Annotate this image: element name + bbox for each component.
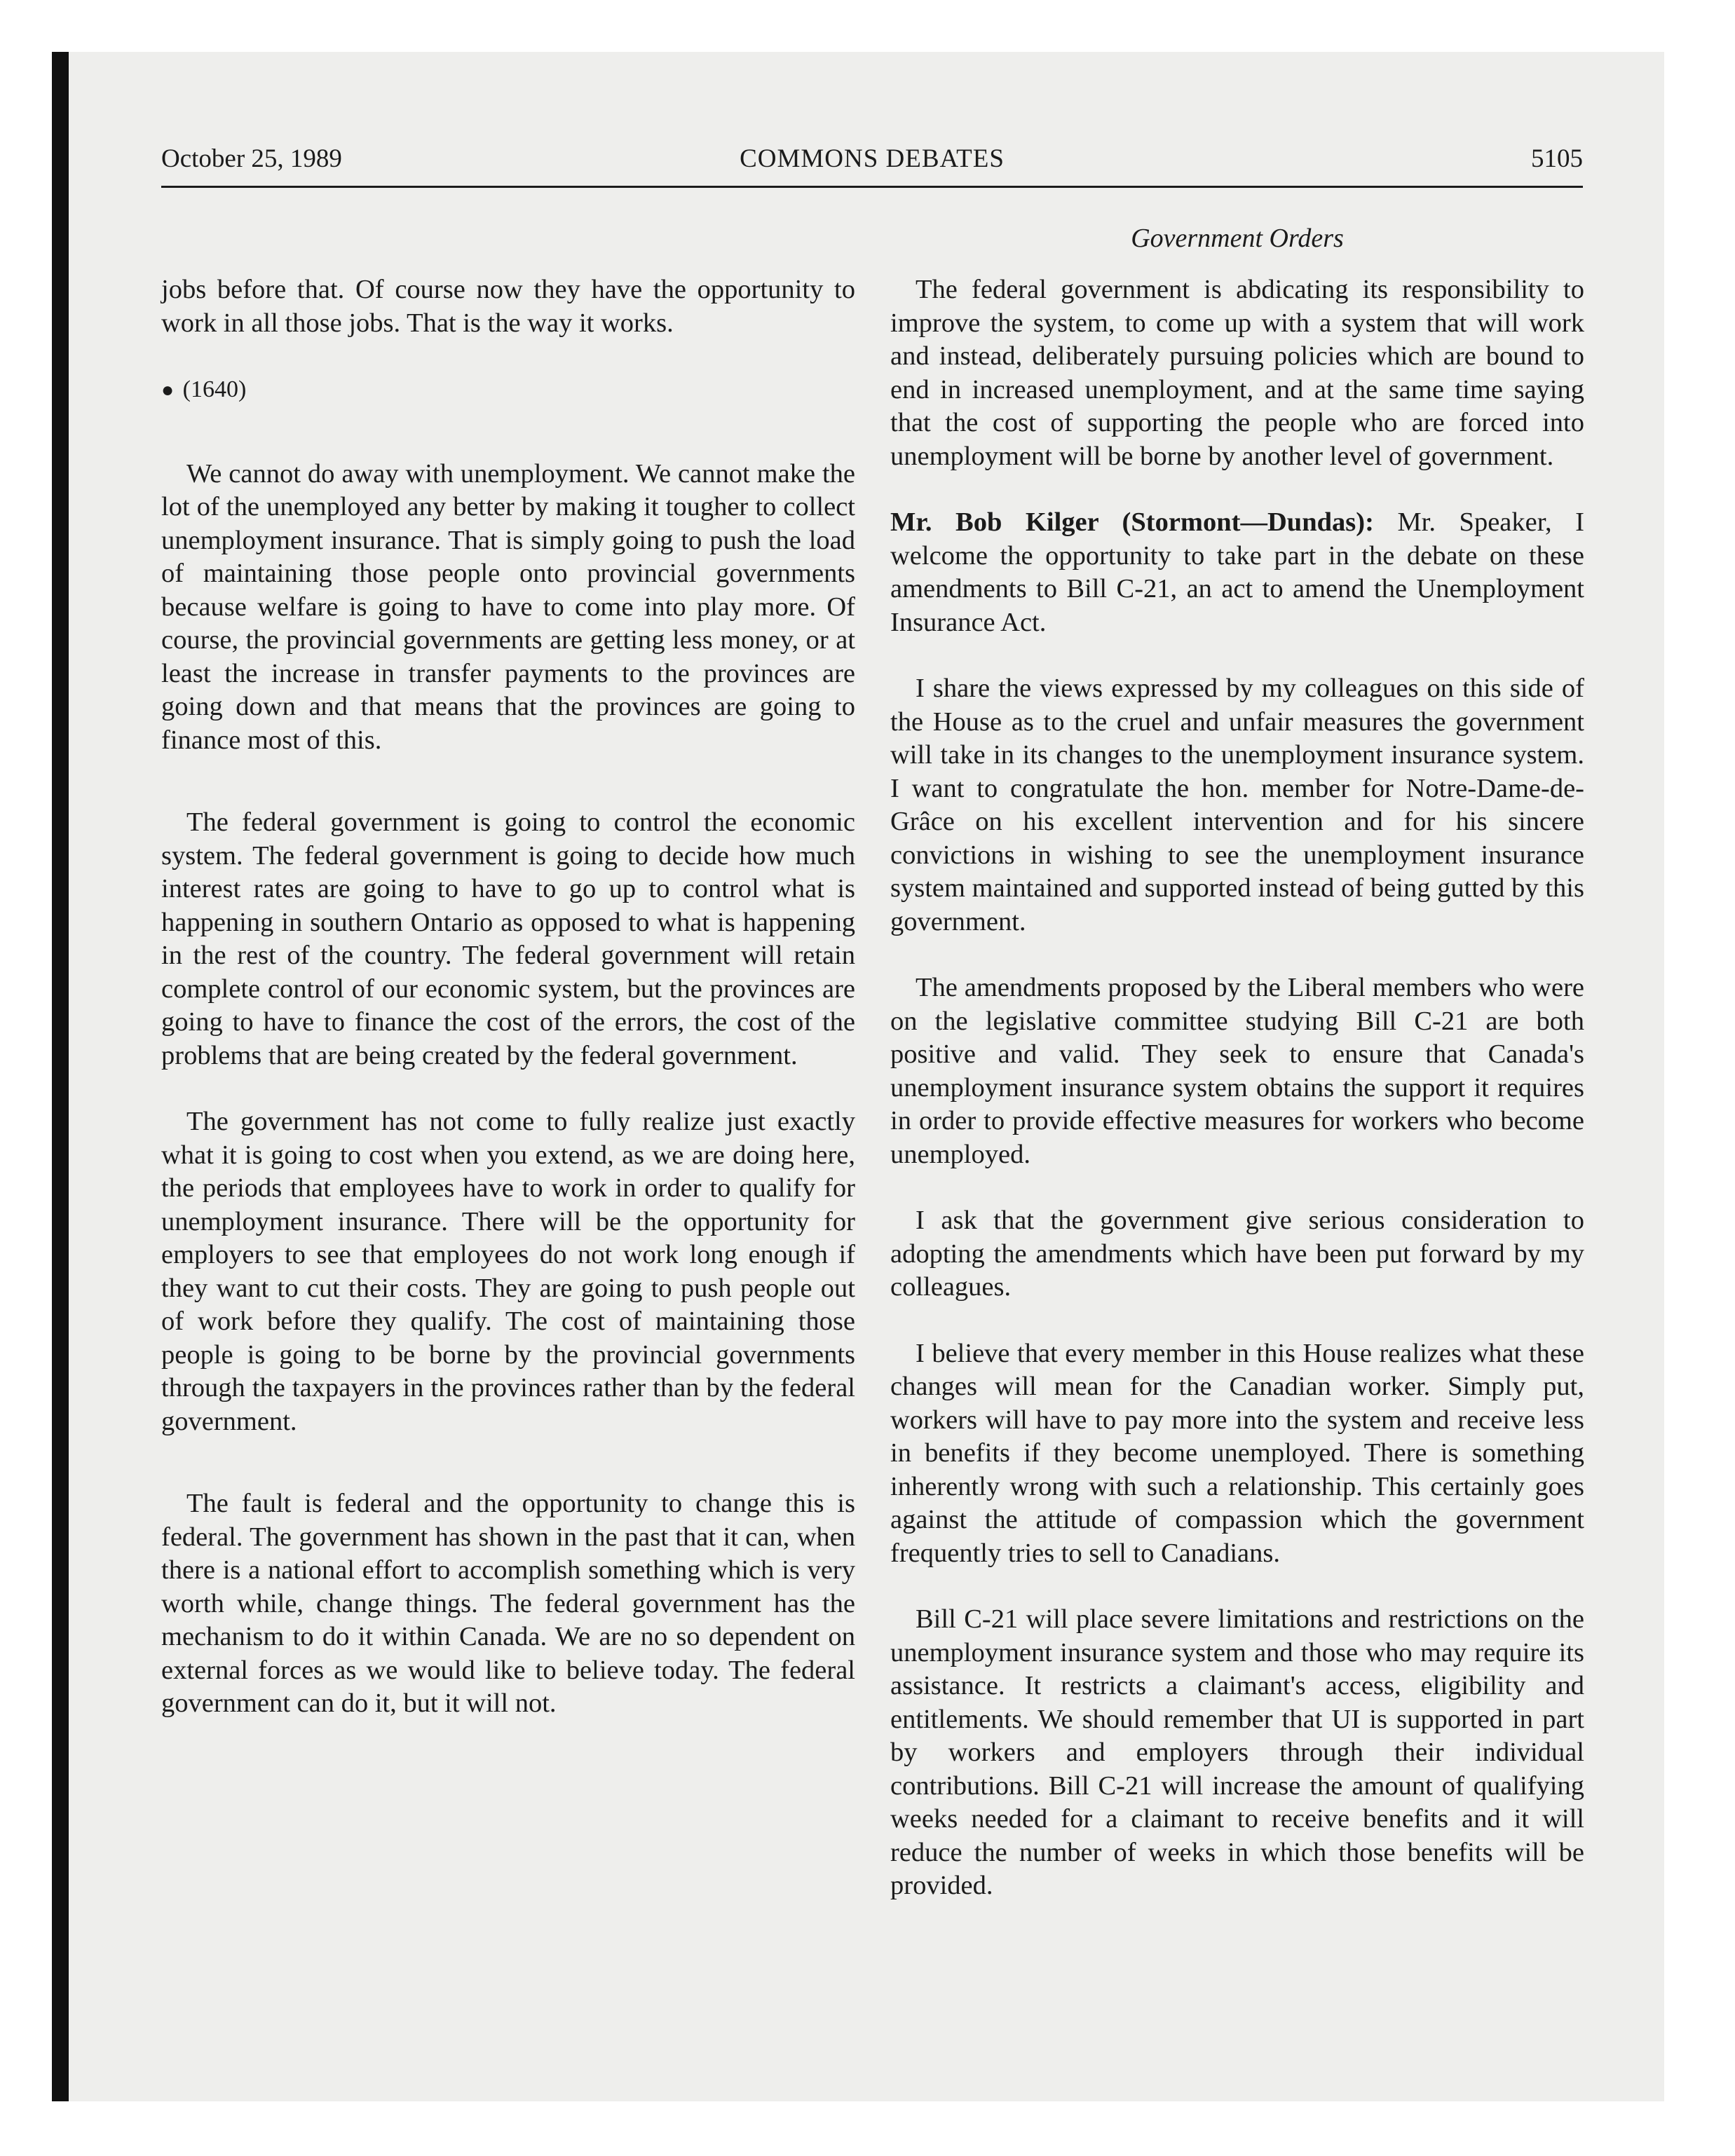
speaker-text: Mr. Speaker, I welcome the opportunity to take part in the debate on these amendments to Bill C-21, an act to amend the Unemployment Insurance Act. <box>890 507 1584 637</box>
bullet-icon: ● <box>161 378 175 402</box>
right-column <box>890 273 1584 1936</box>
header-title: COMMONS DEBATES <box>740 144 1005 173</box>
paragraph: I ask that the government give serious consideration to adopting the amendments which have been put forward by my colleagues. <box>890 1206 1584 1302</box>
paragraph: I share the views expressed by my colleagues on this side of the House as to the cruel and unfair measures the government will take in its changes to the unemployment insurance system. I want to congratulate the hon. member for Notre-Dame-de-Grâce on his excellent intervention and for his sincere convictions in wishing to see the unemployment insurance system maintained and supported instead of being gutted by this government. <box>890 674 1584 936</box>
paragraph: The amendments proposed by the Liberal members who were on the legislative committee studying Bill C-21 are both positive and valid. They seek to ensure that Canada's unemployment insurance system obtains the support it requires in order to provide effective measures for workers who become unemployed. <box>890 973 1584 1169</box>
page-number: 5105 <box>1531 144 1583 173</box>
left-column <box>161 273 855 1754</box>
paragraph: The fault is federal and the opportunity to change this is federal. The government has shown in the past that it can, when there is a national effort to accomplish something which is very worth while, change things. The federal government has the mechanism to do it within Canada. We are no so dependent on external forces as we would like to believe today. The federal government can do it, but it will not. <box>161 1489 855 1718</box>
page-header <box>161 144 1583 188</box>
paragraph: We cannot do away with unemployment. We cannot make the lot of the unemployed any better by making it tougher to collect unemployment insurance. That is simply going to push the load of maintaining those people onto provincial governments because welfare is going to have to come into play more. Of course, the provincial governments are getting less money, or at least the increase in transfer payments to the provinces are going down and that means that the provinces are going to finance most of this. <box>161 458 855 755</box>
binding-edge <box>52 52 69 2101</box>
paragraph: The federal government is going to control the economic system. The federal government is going to decide how much interest rates are going to have to go up to control what is happening in southern Ontario as opposed to what is happening in the rest of the country. The federal government will retain complete control of our economic system, but the provinces are going to have to finance the cost of the errors, the cost of the problems that are being created by the federal government. <box>161 807 855 1070</box>
paragraph: jobs before that. Of course now they have the opportunity to work in all those jobs. That is the way it works. <box>161 275 855 338</box>
header-date: October 25, 1989 <box>161 144 342 173</box>
speaker-name: Mr. Bob Kilger (Stormont—Dundas): <box>890 507 1374 537</box>
paragraph: The government has not come to fully realize just exactly what it is going to cost when you extend, as we are doing here, the periods that employees have to work in order to qualify for unemployment insurance. There will be the opportunity for employers to see that employees do not work long enough if they want to cut their costs. They are going to push people out of work before they qualify. The cost of maintaining those people is going to be borne by the provincial governments through the taxpayers in the provinces rather than by the federal government. <box>161 1107 855 1436</box>
time-marker <box>161 373 855 407</box>
paragraph: The federal government is abdicating its responsibility to improve the system, to come up with a system that will work and instead, deliberately pursuing policies which are bound to end in increased unemployment, and at the same time saying that the cost of supporting the people who are forced into unemployment will be borne by another level of government. <box>890 275 1584 471</box>
paragraph: Bill C-21 will place severe limitations and restrictions on the unemployment insurance system and those who may require its assistance. It restricts a claimant's access, eligibility and entitlements. We should remember that UI is supported in part by workers and employers through their individual contributions. Bill C-21 will increase the amount of qualifying weeks needed for a claimant to receive benefits and it will reduce the number of weeks in which those benefits will be provided. <box>890 1604 1584 1900</box>
section-title: Government Orders <box>1131 224 1344 253</box>
time-marker-text: (1640) <box>182 376 247 402</box>
speaker-paragraph <box>890 506 1584 639</box>
paragraph: I believe that every member in this House realizes what these changes will mean for the Canadian worker. Simply put, workers will have to pay more into the system and receive less in benefits if they become unemployed. There is something inherently wrong with such a relationship. This certainly goes against the attitude of compassion which the government frequently tries to sell to Canadians. <box>890 1338 1584 1568</box>
